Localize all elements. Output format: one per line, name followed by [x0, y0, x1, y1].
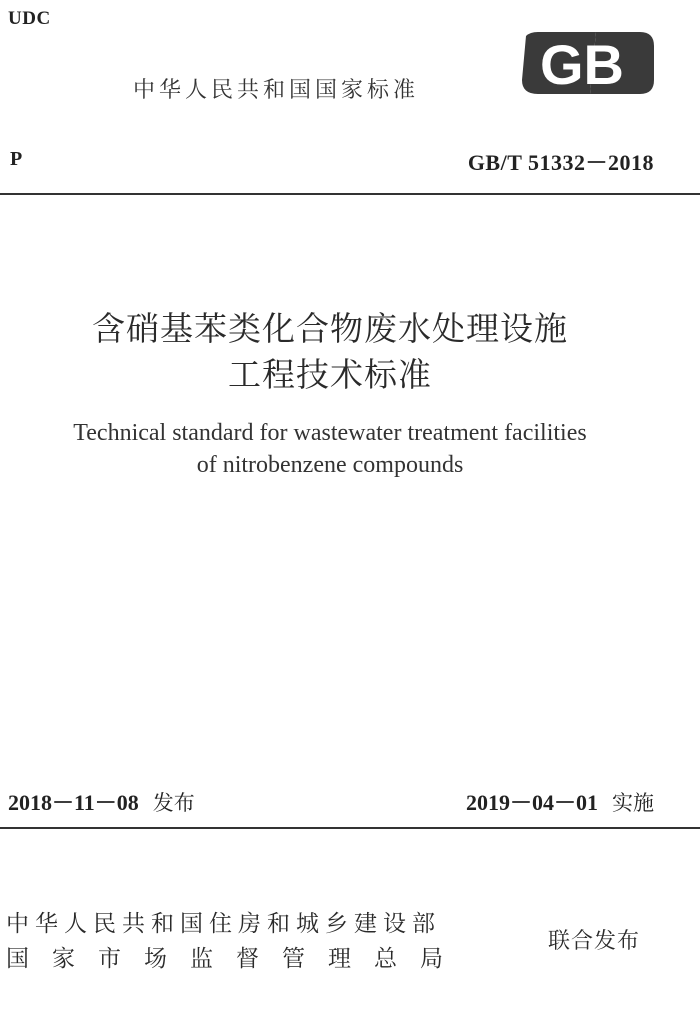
joint-release-label: 联合发布 [548, 929, 641, 954]
issuer-line1: 中华人民共和国住房和城乡建设部 [6, 911, 441, 937]
title-cn-line1: 含硝基苯类化合物废水处理设施 [92, 309, 568, 348]
implementation-date: 2019－04－01 [465, 790, 598, 815]
issue-label: 发布 [152, 791, 195, 815]
title-en-line2: of nitrobenzene compounds [196, 452, 464, 478]
implementation-date-block [466, 786, 654, 817]
title-cn-line2: 工程技术标准 [228, 355, 432, 394]
udc-label: UDC [8, 8, 51, 29]
issue-date-block [8, 786, 195, 817]
gb-logo-text: GB [540, 33, 624, 96]
top-divider [0, 193, 700, 195]
classification-code: P [10, 148, 23, 170]
gb-logo [518, 28, 658, 98]
bottom-divider [0, 827, 700, 829]
issue-date: 2018－11－08 [8, 790, 139, 815]
title-en-line1: Technical standard for wastewater treatment facilities [73, 420, 587, 446]
issuer-line2: 国家市场监督管理总局 [6, 946, 466, 972]
standard-number: GB/T 51332－2018 [467, 150, 654, 175]
national-standard-heading: 中华人民共和国国家标准 [133, 78, 420, 103]
implementation-label: 实施 [612, 791, 654, 815]
